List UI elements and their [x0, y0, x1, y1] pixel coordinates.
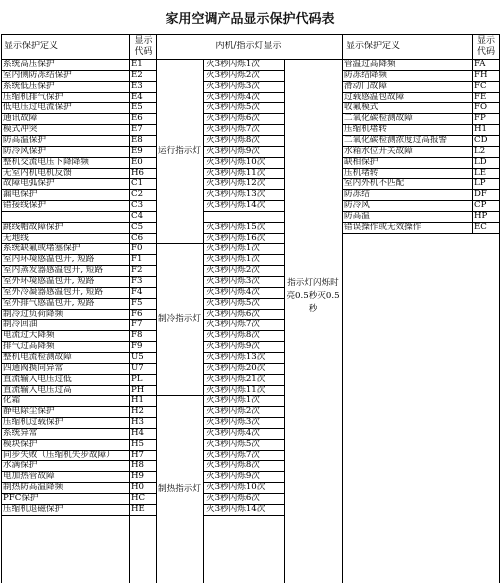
left-row-code: F0 — [131, 243, 143, 253]
left-row-code: F8 — [131, 330, 143, 340]
left-row-blink: 灭3秒闪烁8次 — [206, 330, 260, 340]
grid-line — [203, 59, 204, 583]
right-row-code: FH — [474, 70, 488, 80]
right-row-code: LD — [474, 157, 487, 167]
left-row-code: E9 — [131, 146, 143, 156]
left-row-blink: 灭3秒闪烁12次 — [206, 178, 266, 188]
left-row-definition: 室内环境感温包开, 短路 — [3, 254, 95, 264]
left-row-definition: 水满保护 — [3, 460, 38, 470]
grid-line — [129, 34, 130, 583]
right-row-code: HP — [474, 211, 488, 221]
right-row-code: LP — [474, 178, 486, 188]
left-row-definition: 电加热管故障 — [3, 471, 55, 481]
right-row-definition: 缺相保护 — [344, 157, 379, 167]
left-row-code: H7 — [131, 450, 144, 460]
left-row-definition: 压缩机排气保护 — [3, 92, 64, 102]
left-row-code: H1 — [131, 395, 144, 405]
group-run-indicator: 运行指示灯 — [158, 145, 201, 156]
left-row-blink: 灭3秒闪烁5次 — [206, 439, 260, 449]
left-row-blink: 灭3秒闪烁14次 — [206, 200, 266, 210]
left-row-definition: 同步失败（压缩机失步故障） — [3, 450, 115, 460]
left-row-definition: 室内侧防冻结保护 — [3, 70, 72, 80]
left-row-definition: 跳线帽故障保护 — [3, 222, 64, 232]
left-row-blink: 灭3秒闪烁8次 — [206, 460, 260, 470]
left-row-code: F7 — [131, 319, 143, 329]
grid-line — [342, 233, 500, 234]
left-row-definition: 错接线保护 — [3, 200, 46, 210]
left-row-blink: 灭3秒闪烁15次 — [206, 222, 266, 232]
left-row-definition: 整机交流电压下降降频 — [3, 157, 89, 167]
left-row-code: F4 — [131, 287, 143, 297]
grid-line — [472, 34, 473, 233]
left-row-code: E1 — [131, 59, 143, 69]
left-row-definition: 室外排气感温包开, 短路 — [3, 298, 95, 308]
right-row-definition: 防高温 — [344, 211, 370, 221]
left-row-code: H5 — [131, 439, 144, 449]
left-row-definition: 整机电流检测故障 — [3, 352, 72, 362]
right-row-definition: 水箱水位开关故障 — [344, 146, 413, 156]
left-row-blink: 灭3秒闪烁10次 — [206, 157, 266, 167]
left-row-definition: 无室内机电机反馈 — [3, 168, 72, 178]
left-row-blink: 灭3秒闪烁13次 — [206, 189, 266, 199]
left-row-definition: 系统异常 — [3, 428, 38, 438]
right-row-definition: 压机堵转 — [344, 168, 379, 178]
left-row-definition: 室外冷凝器感温包开, 短路 — [3, 287, 103, 297]
right-row-definition: 二氧化碳检测浓度过高报警 — [344, 135, 448, 145]
left-row-blink: 灭3秒闪烁3次 — [206, 276, 260, 286]
right-row-code: H1 — [474, 124, 487, 134]
left-row-definition: 直流输入电压过低 — [3, 374, 72, 384]
right-row-definition: 防冻结降频 — [344, 70, 387, 80]
left-row-code: H2 — [131, 406, 144, 416]
left-row-blink: 灭3秒闪烁11次 — [206, 168, 266, 178]
left-row-definition: 四通阀换向异常 — [3, 363, 64, 373]
right-row-definition: 压缩机堵转 — [344, 124, 387, 134]
right-row-code: EC — [474, 222, 487, 232]
header-indicator: 内机/指示灯显示 — [215, 41, 282, 51]
right-row-code: CD — [474, 135, 488, 145]
left-row-code: U7 — [131, 363, 144, 373]
left-row-code: C6 — [131, 233, 144, 243]
right-row-definition: 错误操作或无效操作 — [344, 222, 422, 232]
left-row-code: F6 — [131, 309, 143, 319]
right-row-code: LE — [474, 168, 486, 178]
left-row-definition: 防高温保护 — [3, 135, 46, 145]
group-heat-indicator: 制热指示灯 — [158, 483, 201, 494]
left-row-definition: 压缩机退磁保护 — [3, 504, 64, 514]
grid-line — [342, 34, 343, 583]
right-row-definition: 滑动门故障 — [344, 81, 387, 91]
left-row-blink: 灭3秒闪烁9次 — [206, 146, 260, 156]
left-row-definition: 室内蒸发器感温包开, 短路 — [3, 265, 103, 275]
left-row-definition: 系统缺氟或堵塞保护 — [3, 243, 81, 253]
left-row-blink: 灭3秒闪烁1次 — [206, 254, 260, 264]
left-row-blink: 灭3秒闪烁7次 — [206, 450, 260, 460]
left-row-definition: 模块保护 — [3, 439, 38, 449]
left-row-code: E3 — [131, 81, 143, 91]
left-row-blink: 灭3秒闪烁4次 — [206, 428, 260, 438]
left-row-code: E7 — [131, 124, 143, 134]
left-row-definition: 直流输入电压过高 — [3, 385, 72, 395]
left-row-code: H4 — [131, 428, 144, 438]
right-row-definition: 防冷风 — [344, 200, 370, 210]
left-row-definition: 漏电保护 — [3, 189, 38, 199]
left-row-code: C2 — [131, 189, 144, 199]
left-row-blink: 灭3秒闪烁3次 — [206, 81, 260, 91]
left-row-definition: 静电除尘保护 — [3, 406, 55, 416]
left-row-code: C3 — [131, 200, 144, 210]
left-row-blink: 灭3秒闪烁1次 — [206, 59, 260, 69]
left-row-code: U5 — [131, 352, 144, 362]
left-row-blink: 灭3秒闪烁21次 — [206, 374, 266, 384]
left-row-code: E2 — [131, 70, 143, 80]
left-row-blink: 灭3秒闪烁9次 — [206, 471, 260, 481]
right-row-code: FP — [474, 113, 486, 123]
left-row-blink: 灭3秒闪烁4次 — [206, 287, 260, 297]
left-row-code: F1 — [131, 254, 143, 264]
right-row-definition: 二氧化碳检测故障 — [344, 113, 413, 123]
left-row-blink: 灭3秒闪烁7次 — [206, 319, 260, 329]
right-row-definition: 管温过高降频 — [344, 59, 396, 69]
grid-line — [1, 515, 157, 516]
left-row-blink: 灭3秒闪烁10次 — [206, 482, 266, 492]
left-row-blink: 灭3秒闪烁1次 — [206, 395, 260, 405]
right-row-code: FE — [474, 92, 487, 102]
left-row-code: E5 — [131, 102, 143, 112]
left-row-code: HC — [131, 493, 146, 503]
blink-note: 指示灯闪烁时亮0.5秒灭0.5秒 — [286, 277, 340, 314]
left-row-definition: 制冷回油 — [3, 319, 38, 329]
right-row-definition: 过载感温包故障 — [344, 92, 405, 102]
header-right-definition: 显示保护定义 — [346, 41, 401, 51]
left-row-code: C5 — [131, 222, 144, 232]
left-row-code: C1 — [131, 178, 144, 188]
header-left-definition: 显示保护定义 — [4, 41, 59, 51]
right-row-code: DF — [474, 189, 487, 199]
left-row-blink: 灭3秒闪烁13次 — [206, 352, 266, 362]
left-row-blink: 灭3秒闪烁4次 — [206, 92, 260, 102]
header-left-code: 显示代码 — [134, 36, 153, 57]
right-row-code: FC — [474, 81, 487, 91]
grid-line — [203, 515, 285, 516]
grid-line — [1, 34, 500, 35]
left-row-blink: 灭3秒闪烁11次 — [206, 385, 266, 395]
left-row-blink: 灭3秒闪烁3次 — [206, 417, 260, 427]
right-row-definition: 防冻结 — [344, 189, 370, 199]
left-row-definition — [3, 211, 128, 222]
left-row-blink: 灭3秒闪烁16次 — [206, 233, 266, 243]
left-row-code: HE — [131, 504, 145, 514]
left-row-blink: 灭3秒闪烁6次 — [206, 113, 260, 123]
left-row-code: H0 — [131, 482, 144, 492]
left-row-code: H9 — [131, 471, 144, 481]
left-row-code: H6 — [131, 168, 144, 178]
left-row-blink — [206, 211, 283, 222]
left-row-blink: 灭3秒闪烁9次 — [206, 341, 260, 351]
left-row-blink: 灭3秒闪烁5次 — [206, 102, 260, 112]
left-row-blink: 灭3秒闪烁2次 — [206, 265, 260, 275]
right-row-code: FA — [474, 59, 486, 69]
left-row-blink: 灭3秒闪烁6次 — [206, 309, 260, 319]
left-row-definition: PFC保护 — [3, 493, 39, 503]
left-row-code: PL — [131, 374, 143, 384]
right-row-code: FO — [474, 102, 488, 112]
left-row-blink: 灭3秒闪烁6次 — [206, 493, 260, 503]
left-row-blink: 灭3秒闪烁5次 — [206, 298, 260, 308]
left-row-blink: 灭3秒闪烁7次 — [206, 124, 260, 134]
left-row-definition: 电流过大降频 — [3, 330, 55, 340]
group-cool-indicator: 制冷指示灯 — [158, 313, 201, 324]
left-row-code: F9 — [131, 341, 143, 351]
left-row-definition: 系统低压保护 — [3, 81, 55, 91]
right-row-definition: 收氟模式 — [344, 102, 379, 112]
left-row-definition: 化霜 — [3, 395, 21, 405]
left-row-definition: 防冷风保护 — [3, 146, 46, 156]
page-title: 家用空调产品显示保护代码表 — [165, 11, 335, 27]
left-row-code: E6 — [131, 113, 143, 123]
left-row-code: H8 — [131, 460, 144, 470]
left-row-definition: 制热防高温降频 — [3, 482, 64, 492]
left-row-definition: 模式冲突 — [3, 124, 38, 134]
left-row-definition: 制冷过负荷降频 — [3, 309, 64, 319]
left-row-code: F3 — [131, 276, 143, 286]
left-row-blink: 灭3秒闪烁2次 — [206, 406, 260, 416]
left-row-definition: 排气过高降频 — [3, 341, 55, 351]
left-row-code: C4 — [131, 211, 144, 221]
left-row-blink: 灭3秒闪烁14次 — [206, 504, 266, 514]
left-row-code: H3 — [131, 417, 144, 427]
grid-line — [284, 59, 285, 583]
grid-line — [1, 34, 2, 583]
left-row-definition: 故障电弧保护 — [3, 178, 55, 188]
left-row-blink: 灭3秒闪烁8次 — [206, 135, 260, 145]
right-row-code: L2 — [474, 146, 486, 156]
left-row-definition: 压缩机过载保护 — [3, 417, 64, 427]
left-row-code: E8 — [131, 135, 143, 145]
left-row-code: PH — [131, 385, 145, 395]
left-row-code: F2 — [131, 265, 143, 275]
right-row-definition: 室内外机不匹配 — [344, 178, 405, 188]
left-row-blink: 灭3秒闪烁2次 — [206, 70, 260, 80]
left-row-definition: 低电压过电流保护 — [3, 102, 72, 112]
left-row-definition: 通讯故障 — [3, 113, 38, 123]
left-row-code: E0 — [131, 157, 143, 167]
header-right-code: 显示代码 — [476, 36, 495, 57]
left-row-definition: 无地线 — [3, 233, 29, 243]
left-row-definition: 室外环境感温包开, 短路 — [3, 276, 95, 286]
left-row-code: E4 — [131, 92, 143, 102]
left-row-definition: 系统高压保护 — [3, 59, 55, 69]
left-row-blink: 灭3秒闪烁20次 — [206, 363, 266, 373]
left-row-blink: 灭3秒闪烁1次 — [206, 243, 260, 253]
left-row-code: F5 — [131, 298, 143, 308]
right-row-code: CP — [474, 200, 487, 210]
